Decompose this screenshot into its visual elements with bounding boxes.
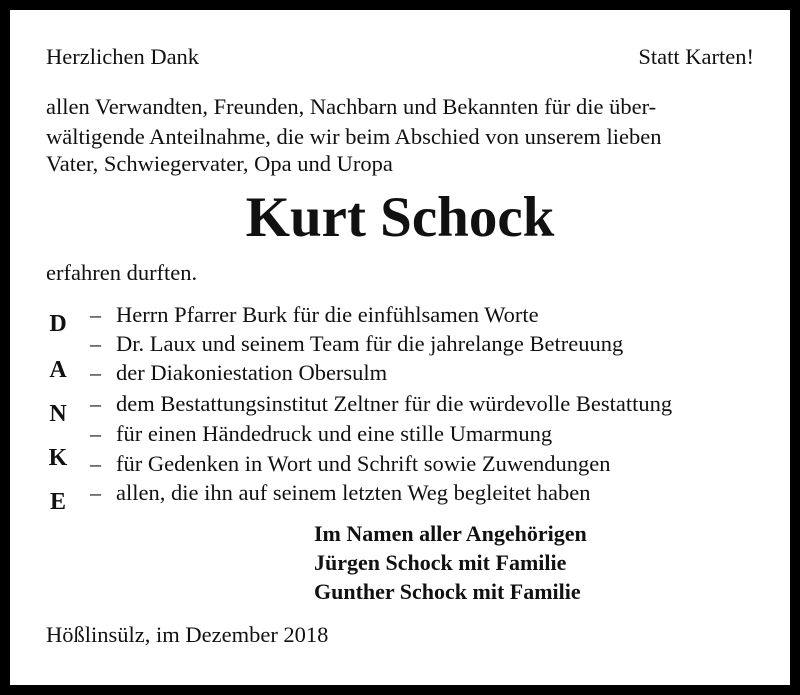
danke-acrostic [46,300,70,522]
thanks-item: für Gedenken in Wort und Schrift sowie Zuwendungen [116,451,611,476]
danke-letter: D [49,311,67,337]
dash: – [90,302,101,327]
intro-line: allen Verwandten, Freunden, Nachbarn und Bekannten für die über- [46,94,657,119]
danke-letter: N [49,401,67,427]
danke-letter: K [48,445,68,471]
thanks-item: Herrn Pfarrer Burk für die einfühlsamen Worte [116,302,539,327]
header-statt-karten: Statt Karten! [638,44,754,69]
dash: – [90,331,101,356]
signature-line: Im Namen aller Angehörigen [314,521,587,546]
signature-line: Jürgen Schock mit Familie [314,550,567,575]
thanks-item: für einen Händedruck und eine stille Umarmung [116,421,553,446]
deceased-name: Kurt Schock [245,186,555,249]
place-date: Hößlinsülz, im Dezember 2018 [46,622,329,647]
thanks-item: dem Bestattungsinstitut Zeltner für die würdevolle Bestattung [116,391,673,416]
danke-letter: E [49,489,66,515]
signature-line: Gunther Schock mit Familie [314,579,581,604]
dash: – [90,451,101,476]
dash: – [90,421,101,446]
dash: – [90,391,101,416]
thanks-item: der Diakoniestation Obersulm [116,360,388,385]
header-thanks: Herzlichen Dank [46,44,200,69]
dash: – [90,360,101,385]
dash: – [90,480,101,505]
danke-letter: A [49,357,67,383]
thanks-item: allen, die ihn auf seinem letzten Weg begleitet haben [116,480,591,505]
intro-line: Vater, Schwiegervater, Opa und Uropa [46,151,393,176]
intro-line: wältigende Anteilnahme, die wir beim Abschied von unserem lieben [46,124,662,149]
thanks-item: Dr. Laux und seinem Team für die jahrelange Betreuung [116,331,624,356]
after-name-text: erfahren durften. [46,260,198,285]
